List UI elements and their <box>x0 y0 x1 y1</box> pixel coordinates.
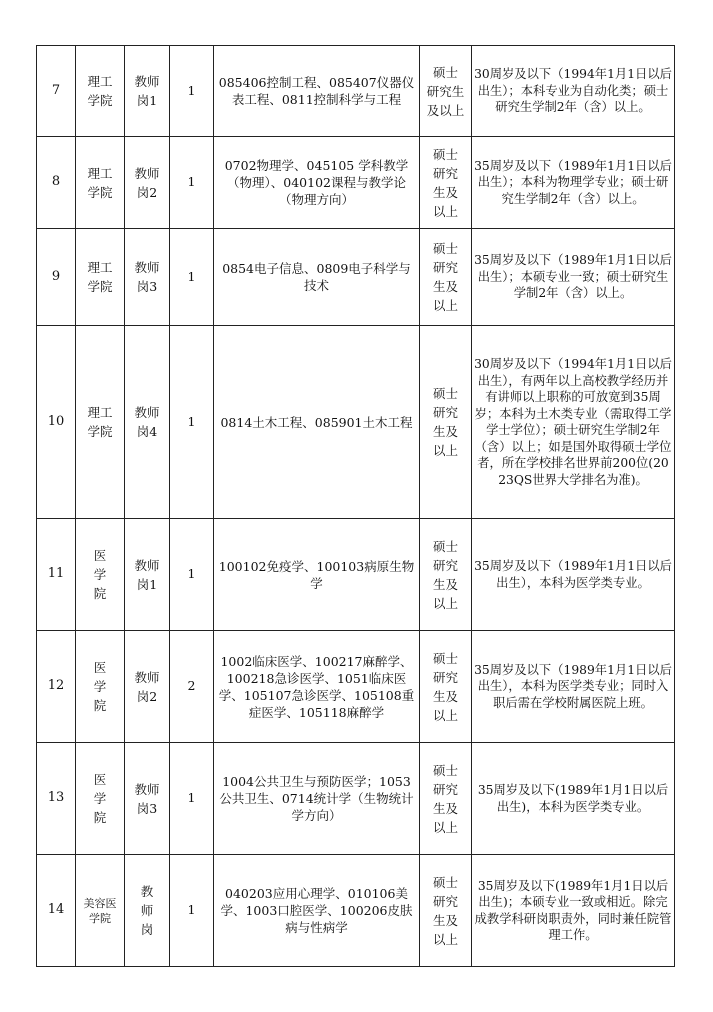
row-number: 13 <box>37 743 76 855</box>
education-cell: 硕士 研究生 及以上 <box>420 46 472 137</box>
requirements-cell: 35周岁及以下（1989年1月1日以后出生），本科为医学类专业。 <box>472 519 675 631</box>
table-row <box>37 855 675 967</box>
row-number: 9 <box>37 229 76 326</box>
requirements-cell: 35周岁及以下(1989年1月1日以后出生)，本科为医学类专业。 <box>472 743 675 855</box>
count-cell: 1 <box>170 46 214 137</box>
table-row <box>37 326 675 519</box>
major-cell: 0702物理学、045105 学科教学（物理）、040102课程与教学论（物理方向） <box>214 137 420 229</box>
post-cell: 教师 岗2 <box>125 631 170 743</box>
college-cell: 理工 学院 <box>76 46 125 137</box>
college-cell: 医 学 院 <box>76 631 125 743</box>
count-cell: 1 <box>170 137 214 229</box>
major-cell: 100102免疫学、100103病原生物学 <box>214 519 420 631</box>
education-cell: 硕士 研究 生及 以上 <box>420 743 472 855</box>
count-cell: 1 <box>170 229 214 326</box>
education-cell: 硕士 研究 生及 以上 <box>420 229 472 326</box>
table-row <box>37 631 675 743</box>
post-cell: 教师 岗3 <box>125 229 170 326</box>
count-cell: 1 <box>170 326 214 519</box>
post-cell: 教师 岗2 <box>125 137 170 229</box>
major-cell: 085406控制工程、085407仪器仪表工程、0811控制科学与工程 <box>214 46 420 137</box>
college-cell: 医 学 院 <box>76 743 125 855</box>
row-number: 10 <box>37 326 76 519</box>
requirements-cell: 30周岁及以下（1994年1月1日以后出生）；本科专业为自动化类；硕士研究生学制2年（含）以上。 <box>472 46 675 137</box>
education-cell: 硕士 研究 生及 以上 <box>420 519 472 631</box>
row-number: 11 <box>37 519 76 631</box>
education-cell: 硕士 研究 生及 以上 <box>420 631 472 743</box>
college-cell: 理工 学院 <box>76 137 125 229</box>
recruitment-table <box>36 45 675 967</box>
post-cell: 教 师 岗 <box>125 855 170 967</box>
table-row <box>37 229 675 326</box>
requirements-cell: 30周岁及以下（1994年1月1日以后出生），有两年以上高校教学经历并有讲师以上职称的可放宽到35周岁；本科为土木类专业（需取得工学学士学位）；硕士研究生学制2年（含）以上；如是国外取得硕士学位者，所在学校排名世界前200位(2023QS世界大学排名为准)。 <box>472 326 675 519</box>
row-number: 7 <box>37 46 76 137</box>
count-cell: 2 <box>170 631 214 743</box>
row-number: 8 <box>37 137 76 229</box>
major-cell: 0854电子信息、0809电子科学与技术 <box>214 229 420 326</box>
requirements-cell: 35周岁及以下（1989年1月1日以后出生）；本科为物理学专业；硕士研究生学制2年（含）以上。 <box>472 137 675 229</box>
post-cell: 教师 岗1 <box>125 519 170 631</box>
table-row <box>37 519 675 631</box>
major-cell: 1002临床医学、100217麻醉学、100218急诊医学、1051临床医学、105107急诊医学、105108重症医学、105118麻醉学 <box>214 631 420 743</box>
major-cell: 1004公共卫生与预防医学；1053公共卫生、0714统计学（生物统计学方向） <box>214 743 420 855</box>
table-row <box>37 137 675 229</box>
post-cell: 教师 岗3 <box>125 743 170 855</box>
requirements-cell: 35周岁及以下（1989年1月1日以后出生），本科为医学类专业；同时入职后需在学校附属医院上班。 <box>472 631 675 743</box>
requirements-cell: 35周岁及以下（1989年1月1日以后出生）；本硕专业一致；硕士研究生学制2年（含）以上。 <box>472 229 675 326</box>
college-cell: 美容医 学院 <box>76 855 125 967</box>
count-cell: 1 <box>170 519 214 631</box>
education-cell: 硕士 研究 生及 以上 <box>420 326 472 519</box>
college-cell: 医 学 院 <box>76 519 125 631</box>
count-cell: 1 <box>170 743 214 855</box>
post-cell: 教师 岗1 <box>125 46 170 137</box>
major-cell: 040203应用心理学、010106美学、1003口腔医学、100206皮肤病与性病学 <box>214 855 420 967</box>
table-row <box>37 46 675 137</box>
requirements-cell: 35周岁及以下(1989年1月1日以后出生)；本硕专业一致或相近。除完成教学科研岗职责外，同时兼任院管理工作。 <box>472 855 675 967</box>
table-row <box>37 743 675 855</box>
college-cell: 理工 学院 <box>76 229 125 326</box>
education-cell: 硕士 研究 生及 以上 <box>420 855 472 967</box>
education-cell: 硕士 研究 生及 以上 <box>420 137 472 229</box>
post-cell: 教师 岗4 <box>125 326 170 519</box>
college-cell: 理工 学院 <box>76 326 125 519</box>
major-cell: 0814土木工程、085901土木工程 <box>214 326 420 519</box>
count-cell: 1 <box>170 855 214 967</box>
row-number: 12 <box>37 631 76 743</box>
row-number: 14 <box>37 855 76 967</box>
